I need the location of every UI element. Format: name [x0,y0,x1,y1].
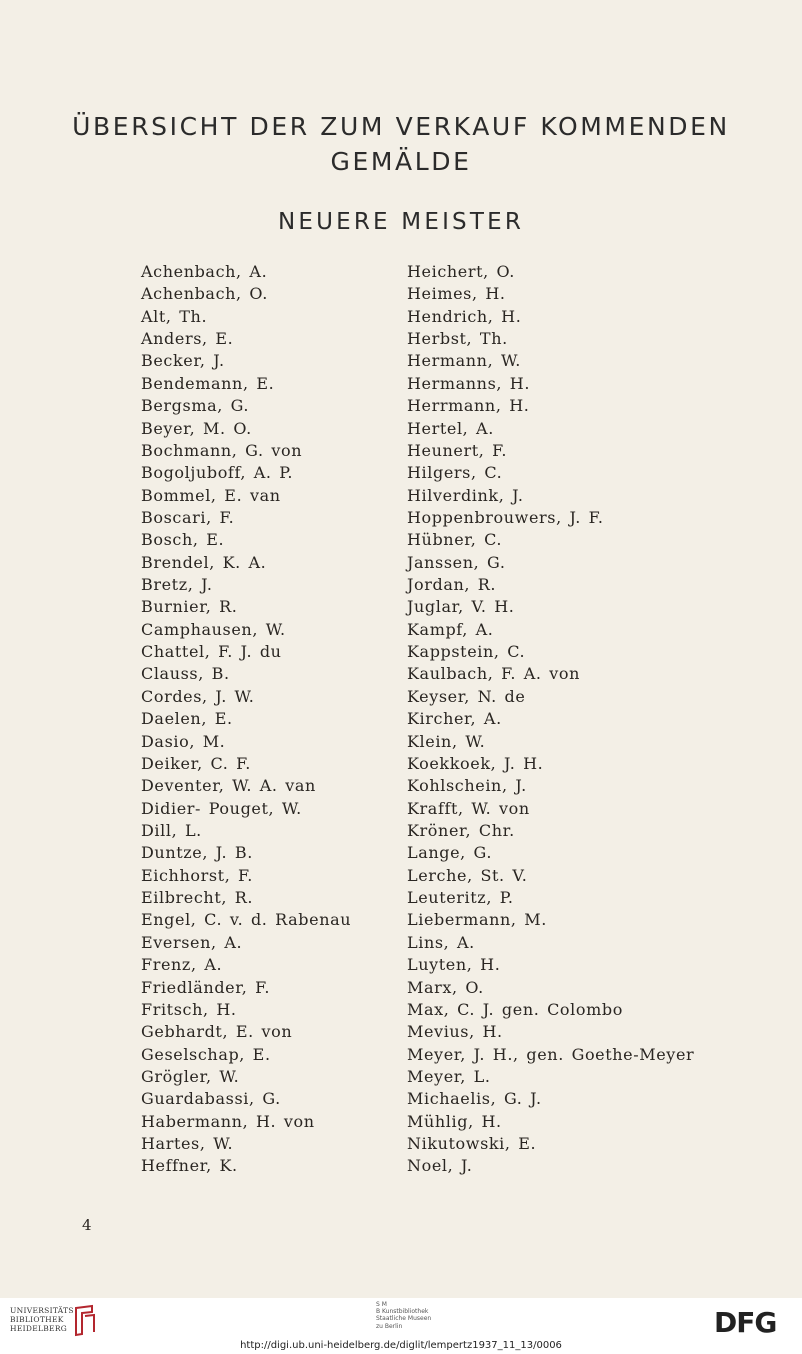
artist-name: Kaulbach, F. A. von [407,664,581,684]
artist-name: Klein, W. [407,731,486,751]
university-emblem-icon [72,1304,98,1338]
artist-name: Clauss, B. [141,664,230,684]
artist-name: Bogoljuboff, A. P. [141,463,294,483]
artist-name: Alt, Th. [141,306,208,326]
artist-name: Noel, J. [407,1156,473,1176]
artist-name: Achenbach, O. [141,284,268,304]
artist-name: Jordan, R. [407,575,497,595]
artist-name: Meyer, J. H., gen. Goethe-Meyer [407,1044,695,1064]
university-logo-line: UNIVERSITÄTS [10,1306,74,1315]
university-logo-line: HEIDELBERG [10,1324,68,1333]
artist-name: Luyten, H. [407,955,501,975]
artist-name: Keyser, N. de [407,686,526,706]
artist-name: Grögler, W. [141,1066,240,1086]
artist-name: Michaelis, G. J. [407,1089,542,1109]
page-title-line-1: ÜBERSICHT DER ZUM VERKAUF KOMMENDEN [72,112,730,141]
artist-name: Beyer, M. O. [141,418,252,438]
artist-name: Anders, E. [141,329,234,349]
artist-name: Burnier, R. [141,597,238,617]
page-number: 4 [82,1216,92,1234]
artist-name: Bochmann, G. von [141,440,303,460]
artist-name: Janssen, G. [407,552,506,572]
stamp-line: B Kunstbibliothek [376,1308,429,1316]
artist-name: Kröner, Chr. [407,820,515,840]
artist-name: Deventer, W. A. van [141,776,316,796]
artist-name: Krafft, W. von [407,798,530,818]
stamp-line: Staatliche Museen [376,1315,432,1323]
viewer-footer [0,1298,802,1354]
stamp-line: S M [376,1301,387,1308]
artist-name: Hertel, A. [407,418,494,438]
stamp-line: zu Berlin [376,1322,403,1330]
artist-name: Bommel, E. van [141,485,281,505]
artist-name: Juglar, V. H. [407,597,515,617]
artist-name: Guardabassi, G. [141,1089,281,1109]
artist-name: Daelen, E. [141,709,233,729]
artist-name: Mühlig, H. [407,1111,502,1131]
artist-name: Mevius, H. [407,1022,503,1042]
artist-name: Lins, A. [407,932,475,952]
artist-name: Habermann, H. von [141,1111,315,1131]
artist-name: Fritsch, H. [141,999,237,1019]
artist-name: Didier- Pouget, W. [141,798,302,818]
artist-name: Kohlschein, J. [407,776,527,796]
university-logo-line: BIBLIOTHEK [10,1315,64,1324]
artist-name: Dill, L. [141,820,202,840]
artist-name: Bergsma, G. [141,396,250,416]
source-url-link[interactable]: http://digi.ub.uni-heidelberg.de/diglit/lempertz1937_11_13/0006 [240,1340,562,1351]
artist-name: Cordes, J. W. [141,686,255,706]
artist-name: Lerche, St. V. [407,865,528,885]
artist-name: Hartes, W. [141,1134,234,1154]
artist-name: Max, C. J. gen. Colombo [407,999,623,1019]
artist-list-left-column [141,261,351,1178]
artist-name: Eilbrecht, R. [141,888,254,908]
artist-name: Eichhorst, F. [141,865,253,885]
artist-name: Heimes, H. [407,284,506,304]
artist-list-right-column [407,261,694,1178]
artist-name: Hübner, C. [407,530,503,550]
artist-name: Heunert, F. [407,440,508,460]
artist-name: Marx, O. [407,977,484,997]
artist-name: Leuteritz, P. [407,888,514,908]
museum-stamp [376,1301,431,1330]
artist-name: Kappstein, C. [407,642,526,662]
artist-name: Heffner, K. [141,1156,238,1176]
artist-name: Becker, J. [141,351,225,371]
artist-name: Achenbach, A. [141,262,268,281]
artist-name: Nikutowski, E. [407,1134,537,1154]
artist-name: Bendemann, E. [141,373,275,393]
artist-name: Chattel, F. J. du [141,642,282,662]
artist-name: Boscari, F. [141,507,235,527]
artist-name: Bretz, J. [141,575,213,595]
artist-name: Hilgers, C. [407,463,503,483]
dfg-logo[interactable]: DFG [714,1306,777,1339]
artist-name: Geselschap, E. [141,1044,271,1064]
artist-name: Hilverdink, J. [407,485,524,505]
university-library-logo[interactable] [10,1306,74,1333]
artist-name: Herbst, Th. [407,329,508,349]
artist-name: Lange, G. [407,843,493,863]
artist-name: Hoppenbrouwers, J. F. [407,507,604,527]
artist-name: Brendel, K. A. [141,552,267,572]
artist-name: Dasio, M. [141,731,226,751]
page-title-line-2: GEMÄLDE [330,147,472,176]
artist-name: Engel, C. v. d. Rabenau [141,910,352,930]
artist-name: Deiker, C. F. [141,753,251,773]
artist-name: Gebhardt, E. von [141,1022,293,1042]
artist-name: Duntze, J. B. [141,843,253,863]
artist-name: Meyer, L. [407,1066,491,1086]
section-subtitle: NEUERE MEISTER [277,209,525,235]
artist-name: Frenz, A. [141,955,223,975]
artist-name: Friedländer, F. [141,977,271,997]
artist-name: Herrmann, H. [407,396,530,416]
artist-name: Kampf, A. [407,619,494,639]
artist-name: Kircher, A. [407,709,502,729]
artist-name: Hermann, W. [407,351,521,371]
artist-name: Eversen, A. [141,932,243,952]
artist-name: Koekkoek, J. H. [407,753,544,773]
artist-name: Heichert, O. [407,262,515,281]
artist-name: Liebermann, M. [407,910,547,930]
artist-name: Hendrich, H. [407,306,522,326]
artist-name: Bosch, E. [141,530,225,550]
artist-name: Hermanns, H. [407,373,531,393]
artist-name: Camphausen, W. [141,619,286,639]
